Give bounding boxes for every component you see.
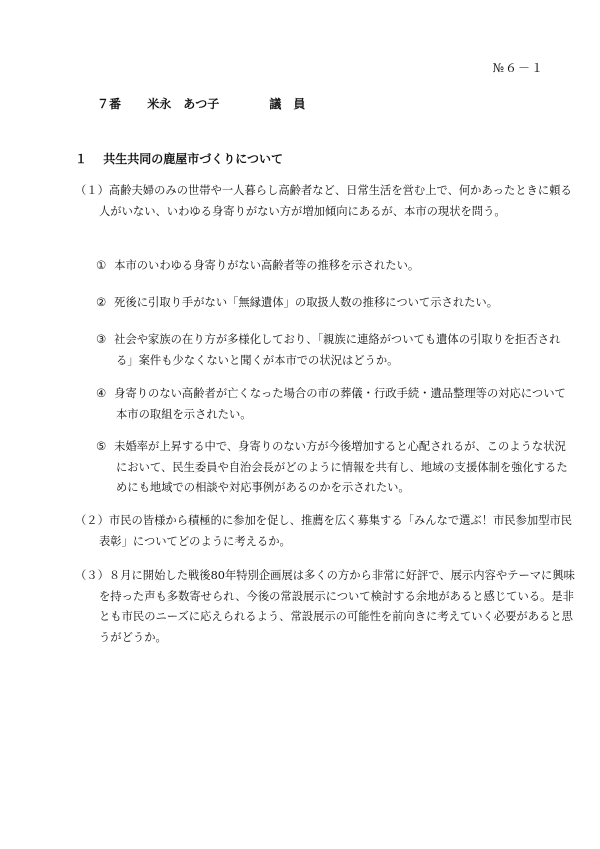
question-2-mark: （２） <box>75 514 109 527</box>
subitem-2-text: 死後に引取り手がない「無縁遺体」の取扱人数の推移について示されたい。 <box>114 296 499 309</box>
question-3-text: ８月に開始した戦後80年特別企画展は多くの方から非常に好評で、展示内容やテーマに興味を持った声も多数寄せられ、今後の常設展示について検討する余地があると感じている。是非とも市民のニーズに応えられるよう、常設展示の可能性を前向きに考えていく必要があると思うがどうか。 <box>99 569 575 644</box>
question-1-text: 高齢夫婦のみの世帯や一人暮らし高齢者など、日常生活を営む上で、何かあったときに頼る人がいない、いわゆる身寄りがない方が増加傾向にあるが、本市の現状を問う。 <box>99 184 572 218</box>
subitem-1-mark: ① <box>96 259 107 272</box>
question-3 <box>75 566 577 648</box>
section-number: １ <box>75 152 88 166</box>
subitem-3-text: 社会や家族の在り方が多様化しており、「親族に連絡がついても遺体の引取りを拒否される」案件も少なくないと聞くが本市での状況はどうか。 <box>114 333 561 367</box>
subitem-2-mark: ② <box>96 296 107 309</box>
document-number: №６－１ <box>492 61 544 75</box>
question-2 <box>75 511 577 552</box>
question-1 <box>75 181 577 222</box>
subitem-4-mark: ④ <box>96 387 107 400</box>
subitem-1-text: 本市のいわゆる身寄りがない高齢者等の推移を示されたい。 <box>114 259 420 272</box>
question-3-mark: （３） <box>75 569 109 582</box>
subitem-5 <box>96 437 572 499</box>
subitem-4 <box>96 384 572 425</box>
speaker-name: 米永 あつ子 <box>147 97 220 111</box>
subitem-2 <box>96 293 572 314</box>
section-heading <box>75 150 283 167</box>
subitem-4-text: 身寄りのない高齢者が亡くなった場合の市の葬儀・行政手続・遺品整理等の対応について本市の取組を示されたい。 <box>114 387 566 421</box>
subitem-5-text: 未婚率が上昇する中で、身寄りのない方が今後増加すると心配されるが、このような状況において、民生委員や自治会長がどのように情報を共有し、地域の支援体制を強化するためにも地域での相談や対応事例があるのかを示されたい。 <box>114 440 568 494</box>
speaker-title: 議 員 <box>269 97 306 111</box>
subitem-3 <box>96 330 572 371</box>
subitem-3-mark: ③ <box>96 333 107 346</box>
question-2-text: 市民の皆様から積極的に参加を促し、推薦を広く募集する「みんなで選ぶ！市民参加型市民表彰」についてどのように考えるか。 <box>99 514 573 548</box>
speaker-number: ７番 <box>97 97 122 111</box>
question-1-mark: （１） <box>75 184 109 197</box>
subitem-5-mark: ⑤ <box>96 440 107 453</box>
speaker-line <box>97 95 305 112</box>
section-title: 共生共同の鹿屋市づくりについて <box>103 152 283 166</box>
subitem-1 <box>96 256 572 277</box>
